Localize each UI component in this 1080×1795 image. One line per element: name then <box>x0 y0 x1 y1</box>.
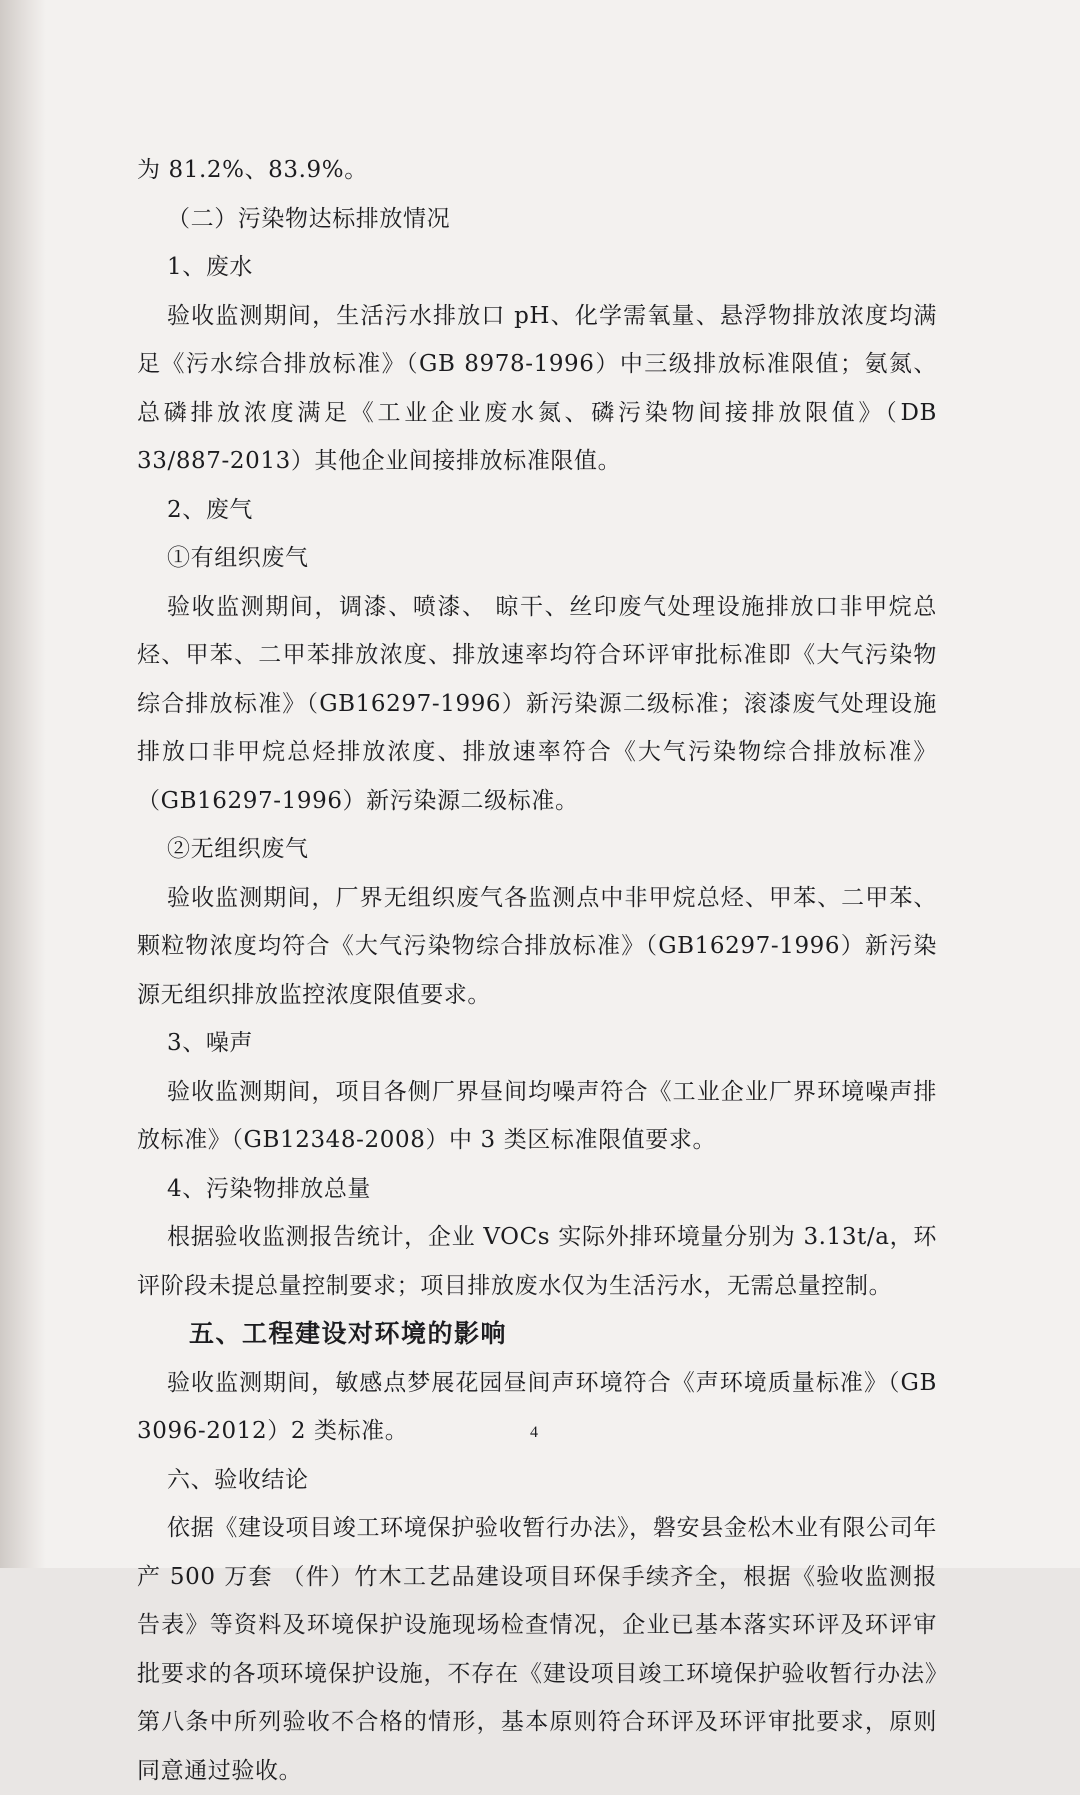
subsection-heading: 3、噪声 <box>167 1030 254 1056</box>
paragraph: 验收监测期间，厂界无组织废气各监测点中非甲烷总烃、甲苯、二甲苯、颗粒物浓度均符合《大气污染物综合排放标准》（GB16297-1996）新污染源无组织排放监控浓度限值要求。 <box>137 884 937 1008</box>
subsection-heading: 4、污染物排放总量 <box>167 1175 372 1202</box>
paragraph: 验收监测期间，生活污水排放口 pH、化学需氧量、悬浮物排放浓度均满足《污水综合排放标准》（GB 8978-1996）中三级排放标准限值；氨氮、总磷排放浓度满足《工业企业废水氮、磷污染物间接排放限值》（DB 33/887-2013）其他企业间接排放标准限值。 <box>137 302 937 474</box>
subsection-heading: ①有组织废气 <box>167 545 309 571</box>
paragraph: 验收监测期间，敏感点梦展花园昼间声环境符合《声环境质量标准》（GB 3096-2012）2 类标准。 <box>137 1369 937 1444</box>
section-heading: 六、验收结论 <box>167 1466 309 1493</box>
paragraph: 根据验收监测报告统计，企业 VOCs 实际外排环境量分别为 3.13t/a，环评阶段未提总量控制要求；项目排放废水仅为生活污水，无需总量控制。 <box>137 1224 937 1299</box>
document-body <box>137 146 937 1795</box>
section-heading: （二）污染物达标排放情况 <box>167 205 451 232</box>
subsection-heading: ②无组织废气 <box>167 836 309 862</box>
subsection-heading: 2、废气 <box>167 496 254 523</box>
paragraph: 依据《建设项目竣工环境保护验收暂行办法》，磐安县金松木业有限公司年产 500 万套 （件）竹木工艺品建设项目环保手续齐全，根据《验收监测报告表》等资料及环境保护设施现场检查情况，企业已基本落实环评及环评审批要求的各项环境保护设施，不存在《建设项目竣工环境保护验收暂行办法》第八条中所列验收不合格的情形，基本原则符合环评及环评审批要求，原则同意通过验收。 <box>137 1515 937 1784</box>
page-number: 4 <box>530 1424 538 1441</box>
section-heading: 五、工程建设对环境的影响 <box>189 1319 508 1348</box>
paragraph: 验收监测期间，调漆、喷漆、 晾干、丝印废气处理设施排放口非甲烷总烃、甲苯、二甲苯排放浓度、排放速率均符合环评审批标准即《大气污染物综合排放标准》（GB16297-1996）新污染源二级标准；滚漆废气处理设施排放口非甲烷总烃排放浓度、排放速率符合《大气污染物综合排放标准》（GB16297-1996）新污染源二级标准。 <box>137 593 937 814</box>
paragraph: 验收监测期间，项目各侧厂界昼间均噪声符合《工业企业厂界环境噪声排放标准》（GB12348-2008）中 3 类区标准限值要求。 <box>137 1078 937 1153</box>
paragraph: 为 81.2%、83.9%。 <box>137 157 368 183</box>
subsection-heading: 1、废水 <box>167 254 254 280</box>
binder-edge <box>0 0 46 1568</box>
